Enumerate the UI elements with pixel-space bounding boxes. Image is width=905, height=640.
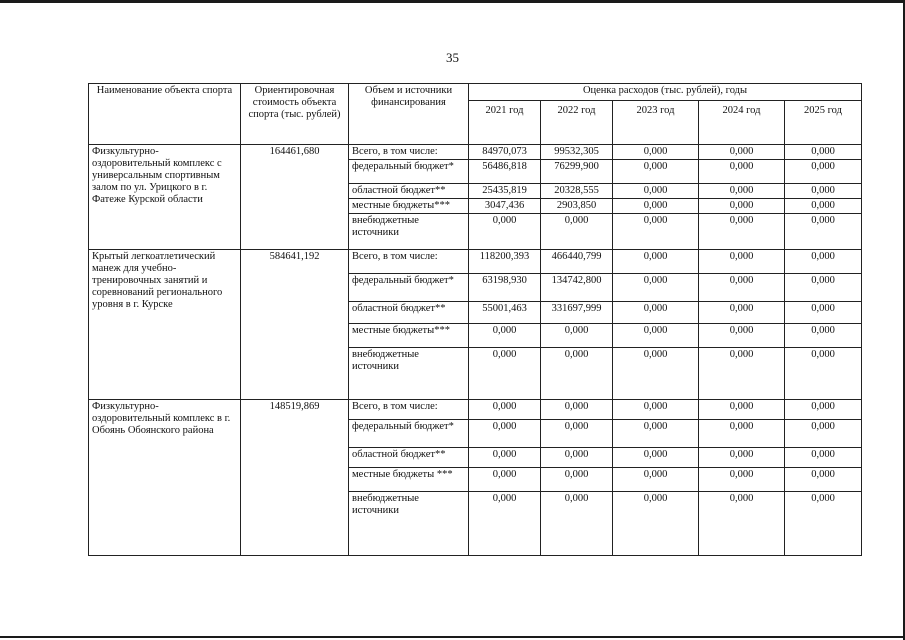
amount-cell: 0,000 [469,324,541,348]
amount-cell: 84970,073 [469,145,541,160]
amount-cell: 0,000 [785,400,862,420]
amount-cell: 0,000 [613,448,699,468]
funding-source: внебюджетные источники [349,492,469,556]
funding-source: федеральный бюджет* [349,420,469,448]
funding-source: Всего, в том числе: [349,250,469,274]
amount-cell: 0,000 [541,448,613,468]
page-edge-top [0,0,905,3]
amount-cell: 0,000 [613,214,699,250]
amount-cell: 0,000 [469,348,541,400]
object-cost: 584641,192 [241,250,349,400]
amount-cell: 0,000 [785,420,862,448]
funding-source: областной бюджет** [349,184,469,199]
amount-cell: 0,000 [541,214,613,250]
amount-cell: 0,000 [699,468,785,492]
amount-cell: 466440,799 [541,250,613,274]
header-year: 2024 год [699,101,785,145]
funding-source: областной бюджет** [349,448,469,468]
amount-cell: 3047,436 [469,199,541,214]
funding-source: Всего, в том числе: [349,145,469,160]
amount-cell: 99532,305 [541,145,613,160]
funding-source: внебюджетные источники [349,214,469,250]
object-cost: 164461,680 [241,145,349,250]
amount-cell: 0,000 [785,145,862,160]
amount-cell: 0,000 [785,492,862,556]
header-cost-estimate: Оценка расходов (тыс. рублей), годы [469,84,862,101]
amount-cell: 134742,800 [541,274,613,302]
amount-cell: 0,000 [785,274,862,302]
amount-cell: 0,000 [613,250,699,274]
amount-cell: 0,000 [469,468,541,492]
amount-cell: 2903,850 [541,199,613,214]
amount-cell: 0,000 [699,199,785,214]
page-edge-bottom [0,636,905,638]
amount-cell: 0,000 [541,420,613,448]
header-year: 2022 год [541,101,613,145]
amount-cell: 0,000 [541,324,613,348]
amount-cell: 0,000 [613,324,699,348]
amount-cell: 0,000 [699,448,785,468]
funding-source: федеральный бюджет* [349,160,469,184]
table-body [89,145,862,556]
amount-cell: 0,000 [699,160,785,184]
amount-cell: 0,000 [469,214,541,250]
amount-cell: 0,000 [699,184,785,199]
amount-cell: 0,000 [613,420,699,448]
amount-cell: 0,000 [785,214,862,250]
amount-cell: 0,000 [699,492,785,556]
amount-cell: 0,000 [541,492,613,556]
amount-cell: 55001,463 [469,302,541,324]
amount-cell: 63198,930 [469,274,541,302]
amount-cell: 0,000 [699,420,785,448]
amount-cell: 25435,819 [469,184,541,199]
amount-cell: 0,000 [699,274,785,302]
object-name: Физкультурно-оздоровительный комплекс с универсальным спортивным залом по ул. Урицкого в г. Фатеже Курской области [89,145,241,250]
amount-cell: 0,000 [785,199,862,214]
amount-cell: 0,000 [541,468,613,492]
header-funding-sources: Объем и источники финансирования [349,84,469,145]
amount-cell: 0,000 [469,420,541,448]
amount-cell: 0,000 [699,302,785,324]
amount-cell: 0,000 [785,324,862,348]
object-name: Крытый легкоатлетический манеж для учебно-тренировочных занятий и соревнований регионального уровня в г. Курске [89,250,241,400]
amount-cell: 0,000 [469,492,541,556]
amount-cell: 0,000 [785,250,862,274]
amount-cell: 0,000 [699,214,785,250]
object-name: Физкультурно-оздоровительный комплекс в г. Обоянь Обоянского района [89,400,241,556]
amount-cell: 0,000 [541,348,613,400]
amount-cell: 0,000 [613,492,699,556]
funding-source: местные бюджеты*** [349,199,469,214]
amount-cell: 0,000 [613,348,699,400]
header-estimated-cost: Ориентировочная стоимость объекта спорта (тыс. рублей) [241,84,349,145]
amount-cell: 0,000 [613,302,699,324]
amount-cell: 0,000 [613,160,699,184]
amount-cell: 0,000 [469,400,541,420]
amount-cell: 331697,999 [541,302,613,324]
amount-cell: 0,000 [613,145,699,160]
amount-cell: 0,000 [785,468,862,492]
header-year: 2021 год [469,101,541,145]
funding-source: Всего, в том числе: [349,400,469,420]
amount-cell: 0,000 [613,199,699,214]
budget-table [88,83,862,556]
amount-cell: 0,000 [699,145,785,160]
funding-source: федеральный бюджет* [349,274,469,302]
amount-cell: 0,000 [469,448,541,468]
table-row [89,400,862,420]
header-year: 2025 год [785,101,862,145]
table-row [89,145,862,160]
amount-cell: 0,000 [541,400,613,420]
header-year: 2023 год [613,101,699,145]
amount-cell: 0,000 [785,302,862,324]
amount-cell: 0,000 [699,348,785,400]
amount-cell: 0,000 [785,184,862,199]
object-cost: 148519,869 [241,400,349,556]
amount-cell: 0,000 [613,184,699,199]
amount-cell: 76299,900 [541,160,613,184]
funding-source: местные бюджеты*** [349,324,469,348]
amount-cell: 118200,393 [469,250,541,274]
amount-cell: 0,000 [613,400,699,420]
amount-cell: 0,000 [699,324,785,348]
amount-cell: 0,000 [613,468,699,492]
amount-cell: 0,000 [785,448,862,468]
table-row [89,250,862,274]
amount-cell: 56486,818 [469,160,541,184]
amount-cell: 0,000 [613,274,699,302]
amount-cell: 0,000 [699,250,785,274]
funding-source: внебюджетные источники [349,348,469,400]
amount-cell: 0,000 [785,348,862,400]
funding-source: областной бюджет** [349,302,469,324]
funding-source: местные бюджеты *** [349,468,469,492]
header-object-name: Наименование объекта спорта [89,84,241,145]
amount-cell: 0,000 [785,160,862,184]
page-number: 35 [446,50,459,65]
amount-cell: 0,000 [699,400,785,420]
amount-cell: 20328,555 [541,184,613,199]
